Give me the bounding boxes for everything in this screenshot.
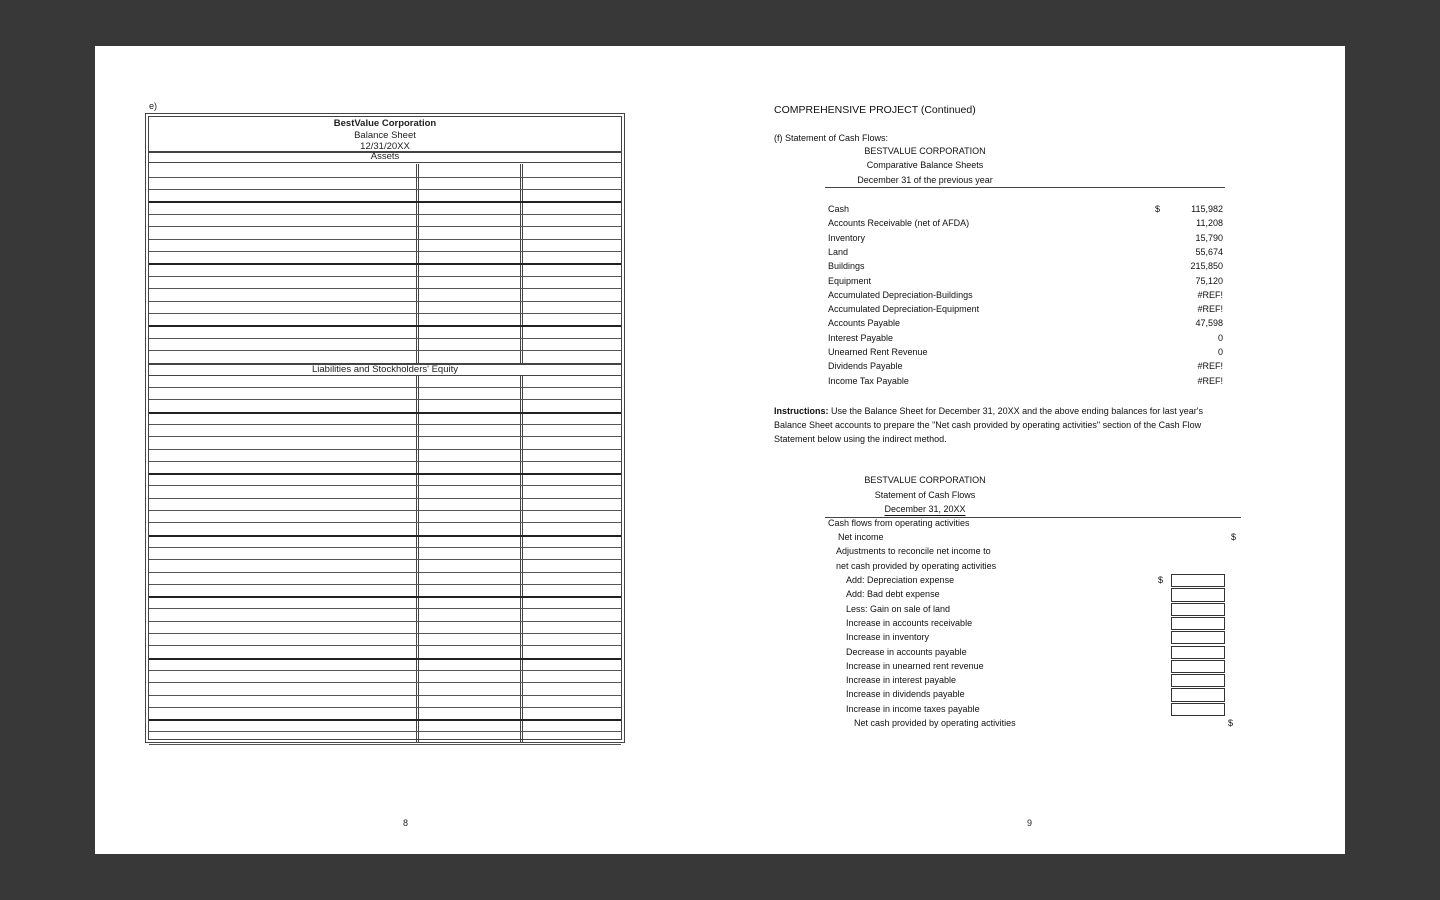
adjustment-label: Increase in inventory: [846, 632, 930, 643]
page-number-right: 9: [1027, 818, 1033, 828]
form-row-line: [149, 510, 621, 511]
form-row-line: [149, 399, 621, 400]
form-row-line: [149, 350, 621, 351]
form-row-line: [149, 436, 621, 437]
form-row-line: [149, 325, 621, 327]
adjustment-input-box[interactable]: [1171, 603, 1225, 616]
form-row-line: [149, 633, 621, 634]
form-row-line: [149, 719, 621, 721]
adjustment-label: Increase in income taxes payable: [846, 703, 980, 714]
adjustment-input-box[interactable]: [1171, 660, 1225, 673]
adjustment-input-box[interactable]: [1171, 703, 1225, 716]
form-row-line: [149, 535, 621, 537]
form-row-line: [149, 412, 621, 414]
adjustment-label: Increase in interest payable: [846, 675, 957, 686]
account-row: Cash $ 115,982: [828, 204, 1223, 214]
form-row-line: [149, 288, 621, 289]
balance-sheet-grid: [148, 116, 622, 740]
form-row-line: [149, 572, 621, 573]
comparative-rule: [825, 187, 1225, 188]
form-row-line: [149, 485, 621, 486]
balance-sheet-header: [149, 117, 621, 153]
operating-heading: Cash flows from operating activities: [828, 518, 970, 528]
net-income-currency: $: [1231, 532, 1237, 542]
adjustment-label: Add: Depreciation expense: [846, 575, 955, 585]
form-row-line: [149, 731, 621, 732]
form-row-line: [149, 670, 621, 671]
adjustment-label: Less: Gain on sale of land: [846, 603, 951, 614]
balance-sheet-title: Balance Sheet: [354, 129, 416, 141]
account-row: Accumulated Depreciation-Buildings #REF!: [828, 289, 1223, 300]
page-number-left: 8: [403, 818, 409, 828]
form-row-line: [149, 645, 621, 646]
assets-heading: Assets: [149, 152, 621, 163]
account-row: Income Tax Payable #REF!: [828, 375, 1223, 386]
adjustment-input-box[interactable]: [1171, 646, 1225, 659]
adjustment-input-box[interactable]: [1171, 688, 1225, 701]
account-row: Accumulated Depreciation-Equipment #REF!: [828, 304, 1223, 315]
form-row-line: [149, 596, 621, 598]
form-row-line: [149, 695, 621, 696]
form-row-line: [149, 424, 621, 425]
form-row-line: [149, 301, 621, 302]
adjustments-line-1: Adjustments to reconcile net income to: [836, 546, 991, 556]
form-row-line: [149, 251, 621, 252]
form-row-line: [149, 276, 621, 277]
form-row-line: [149, 313, 621, 314]
form-row-line: [149, 239, 621, 240]
account-row: Accounts Payable 47,598: [828, 318, 1223, 329]
adjustment-label: Increase in dividends payable: [846, 689, 965, 700]
form-row-line: [149, 189, 621, 190]
form-row-line: [149, 263, 621, 265]
form-row-line: [149, 744, 621, 745]
adjustment-input-box[interactable]: [1171, 617, 1225, 630]
net-cash-currency: $: [1228, 718, 1234, 728]
adjustment-input-box[interactable]: [1171, 631, 1225, 644]
adjustments-line-2: net cash provided by operating activities: [836, 560, 997, 571]
account-row: Land 55,674: [828, 246, 1223, 257]
account-row: Unearned Rent Revenue 0: [828, 347, 1223, 357]
adjustment-input-box[interactable]: [1171, 574, 1225, 587]
adjustment-label: Add: Bad debt expense: [846, 589, 940, 600]
form-row-line: [149, 461, 621, 462]
part-label: e): [149, 101, 158, 111]
form-row-line: [149, 473, 621, 475]
form-row-line: [149, 226, 621, 227]
form-row-line: [149, 338, 621, 339]
balance-sheet-date: 12/31/20XX: [360, 141, 410, 152]
form-row-line: [149, 584, 621, 585]
adjustments-currency: $: [1158, 575, 1164, 585]
instructions-text: Instructions: Use the Balance Sheet for December 31, 20XX and the above ending balances for last year's Balance Sheet accounts to prepare the "Net cash provided by operating activities" section of the Cash Flow Statement below using the indirect method.: [774, 406, 1203, 444]
adjustment-label: Increase in unearned rent revenue: [846, 660, 984, 671]
adjustment-input-box[interactable]: [1171, 588, 1225, 601]
account-row: Interest Payable 0: [828, 332, 1223, 343]
project-title: COMPREHENSIVE PROJECT (Continued): [774, 104, 976, 116]
adjustment-label: Increase in accounts receivable: [846, 617, 973, 628]
form-row-line: [149, 449, 621, 450]
form-row-line: [149, 682, 621, 683]
adjustment-label: Decrease in accounts payable: [846, 646, 967, 657]
form-row-line: [149, 498, 621, 499]
account-row: Buildings 215,850: [828, 261, 1223, 272]
balance-sheet-company: BestValue Corporation: [333, 118, 437, 129]
form-row-line: [149, 201, 621, 203]
section-label: (f) Statement of Cash Flows:: [774, 133, 889, 143]
account-row: Inventory 15,790: [828, 232, 1223, 243]
account-row: Accounts Receivable (net of AFDA) 11,208: [828, 218, 1223, 229]
form-row-line: [149, 547, 621, 548]
form-row-line: [149, 177, 621, 178]
form-row-line: [149, 658, 621, 660]
form-row-line: [149, 522, 621, 523]
net-cash-label: Net cash provided by operating activities: [854, 718, 1016, 728]
form-row-line: [149, 214, 621, 215]
form-row-line: [149, 387, 621, 388]
adjustment-input-box[interactable]: [1171, 674, 1225, 687]
form-row-line: [149, 621, 621, 622]
account-row: Dividends Payable #REF!: [828, 361, 1223, 372]
liabilities-heading: Liabilities and Stockholders' Equity: [149, 363, 621, 376]
currency-symbol: $: [1155, 204, 1161, 214]
form-row-line: [149, 707, 621, 708]
account-row: Equipment 75,120: [828, 275, 1223, 286]
net-income-label: Net income: [838, 532, 884, 542]
form-row-line: [149, 608, 621, 609]
balance-sheet-form: [145, 113, 625, 743]
form-row-line: [149, 559, 621, 560]
document-page: e) BestValue Corporation Balance Sheet 12/31/20XX Assets Liabilities and Stockholders' Equity 8 COMPREHENSIVE PROJECT (Continued) (f) Statement of Cash Flows: BESTVALUE CORPORATION Comparative Balance Sheets December 31 of the previous year Cash $ 115,982 Accounts Receivable (net of AFDA) 11,208 Inventory 15,790 Land 55,674 Buildings 215,850 Equipment 75,120 Accumulated Depreciation-Buildings #REF! Accumulated Depreciation-Equipment #REF! Accounts Payable 47,598 Interest Payable 0 Unearned Rent Revenue 0 Dividends Payable #REF! Income Tax Payable #REF! Instructions: Use the Balance Sheet for December 31, 20XX and the above ending balances for last year's Balance Sheet accounts to prepare the "Net cash provided by operating activities" section of the Cash Flow Statement below using the indirect method. BESTVALUE CORPORATION Statement of Cash Flows December 31, 20XX Cash flows from operating activities Net income $ Adjustments to reconcile net income to net cash provided by operating activities $ Add: Depreciation expense Add: Bad debt expense Less: Gain on sale of land Increase in accounts receivable Increase in inventory Decrease in accounts payable Increase in unearned rent revenue Increase in interest payable Increase in dividends payable Increase in income taxes payable Net cash provided by operating activities $ 9: [95, 46, 1345, 854]
